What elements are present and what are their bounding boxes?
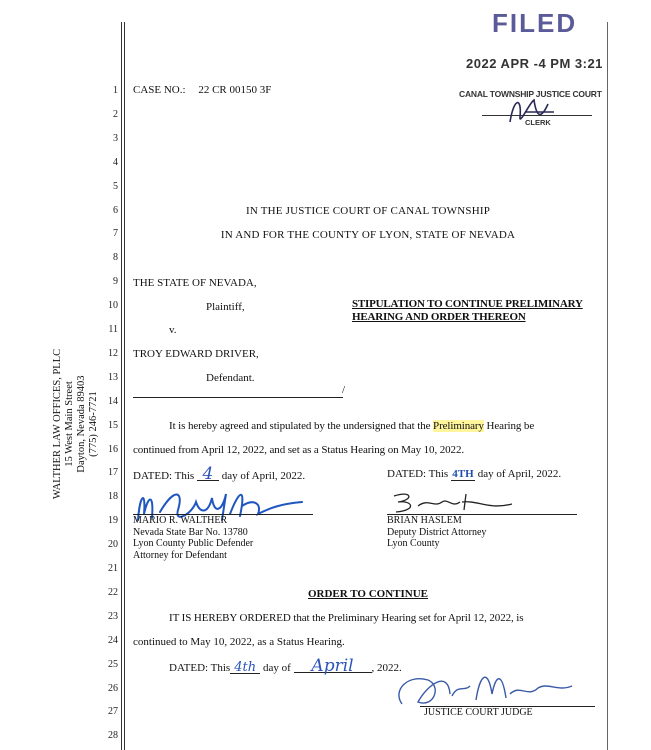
order-dated-year: , 2022.	[371, 662, 402, 674]
order-dated-mid: day of	[262, 662, 291, 674]
order-line2: continued to May 10, 2022, as a Status Hearing.	[133, 636, 345, 648]
line-number: 10	[108, 300, 118, 312]
order-dated-prefix: DATED: This	[169, 662, 231, 674]
line-number: 16	[108, 443, 118, 455]
clerk-signature-image	[500, 92, 560, 132]
left-signer-bar: Nevada State Bar No. 13780	[133, 526, 248, 538]
left-signer-name: MARIO R. WALTHER	[133, 515, 228, 526]
line-number: 8	[113, 252, 118, 264]
document-title-line2: HEARING AND ORDER THEREON	[352, 311, 526, 323]
dated-right-day: 4TH	[452, 468, 474, 480]
dated-left	[133, 464, 306, 484]
line-number: 23	[108, 610, 118, 622]
line-number: 3	[113, 132, 118, 144]
order-dated-day: 4th	[230, 663, 260, 674]
case-number-line	[133, 84, 271, 96]
line-number: 24	[108, 634, 118, 646]
line-number: 7	[113, 228, 118, 240]
left-margin-rule-inner	[124, 22, 125, 750]
order-dated-month: April	[294, 660, 372, 673]
filed-stamp-clerk: CLERK	[525, 118, 551, 127]
versus: v.	[169, 324, 177, 336]
dated-right	[387, 468, 561, 481]
filed-stamp-court: CANAL TOWNSHIP JUSTICE COURT	[459, 89, 602, 99]
left-margin-rule-outer	[121, 22, 122, 750]
line-number: 2	[113, 108, 118, 120]
line-number: 13	[108, 371, 118, 383]
line-number: 6	[113, 204, 118, 216]
side-firm-phone: (775) 246-7721	[88, 391, 99, 457]
stipulation-text-b: Hearing be	[483, 420, 535, 432]
haslem-signature-image	[388, 488, 518, 516]
line-number: 19	[108, 515, 118, 527]
stipulation-paragraph-line2: continued from April 12, 2022, and set as a Status Hearing on May 10, 2022.	[133, 444, 465, 456]
court-header-line2: IN AND FOR THE COUNTY OF LYON, STATE OF NEVADA	[220, 229, 516, 241]
line-number: 12	[108, 347, 118, 359]
case-label: CASE NO.:	[133, 84, 186, 96]
caption-rule	[133, 397, 343, 398]
right-margin-rule	[607, 22, 608, 750]
defendant-name: TROY EDWARD DRIVER,	[133, 348, 259, 360]
plaintiff-role: Plaintiff,	[206, 301, 245, 313]
filed-stamp-title: FILED	[492, 8, 578, 38]
left-signer-block	[133, 515, 253, 561]
line-number: 22	[108, 586, 118, 598]
court-header-line1: IN THE JUSTICE COURT OF CANAL TOWNSHIP	[245, 205, 491, 217]
side-firm-street: 15 West Main Street	[64, 381, 75, 467]
line-number: 1	[113, 85, 118, 96]
line-number: 18	[108, 491, 118, 503]
line-number: 11	[108, 324, 118, 335]
stipulation-paragraph-line1	[169, 420, 534, 432]
plaintiff-name: THE STATE OF NEVADA,	[133, 277, 257, 289]
caption-slash: /	[342, 384, 346, 396]
line-number: 14	[108, 395, 118, 407]
line-number: 26	[108, 682, 118, 694]
filed-stamp-datetime: 2022 APR -4 PM 3:21	[466, 56, 603, 71]
side-firm-block	[52, 324, 100, 524]
dated-right-prefix: DATED: This	[387, 468, 449, 480]
line-number: 25	[108, 658, 118, 670]
dated-left-suffix: day of April, 2022.	[221, 470, 306, 482]
highlighted-word: Preliminary	[433, 420, 484, 432]
document-title-line1: STIPULATION TO CONTINUE PRELIMINARY	[352, 298, 583, 310]
line-number: 15	[108, 419, 118, 431]
order-line1: IT IS HEREBY ORDERED that the Preliminary Hearing set for April 12, 2022, is	[169, 612, 524, 624]
order-dated	[169, 656, 402, 676]
left-signer-role: Attorney for Defendant	[133, 549, 227, 561]
left-signer-title: Lyon County Public Defender	[133, 538, 254, 549]
right-signer-title: Deputy District Attorney	[387, 526, 487, 538]
right-signer-block	[387, 515, 486, 550]
dated-right-suffix: day of April, 2022.	[477, 468, 562, 480]
dated-left-prefix: DATED: This	[133, 470, 195, 482]
dated-left-day: 4	[197, 468, 219, 481]
line-number: 9	[113, 276, 118, 288]
right-signer-county: Lyon County	[387, 538, 440, 549]
line-number: 17	[108, 467, 118, 479]
side-firm-name: WALTHER LAW OFFICES, PLLC	[52, 348, 63, 500]
line-number: 28	[108, 730, 118, 742]
case-number: 22 CR 00150 3F	[198, 84, 272, 96]
defendant-role: Defendant.	[206, 372, 255, 384]
line-number: 4	[113, 156, 118, 168]
line-number: 5	[113, 180, 118, 192]
order-heading: ORDER TO CONTINUE	[307, 588, 428, 600]
line-number: 20	[108, 539, 118, 551]
line-number: 27	[108, 706, 118, 718]
stipulation-text-a: It is hereby agreed and stipulated by the undersigned that the	[169, 420, 434, 432]
line-number: 21	[108, 563, 118, 574]
side-firm-city: Dayton, Nevada 89403	[76, 375, 87, 473]
right-signer-name: BRIAN HASLEM	[387, 515, 462, 526]
judge-title: JUSTICE COURT JUDGE	[424, 707, 533, 718]
